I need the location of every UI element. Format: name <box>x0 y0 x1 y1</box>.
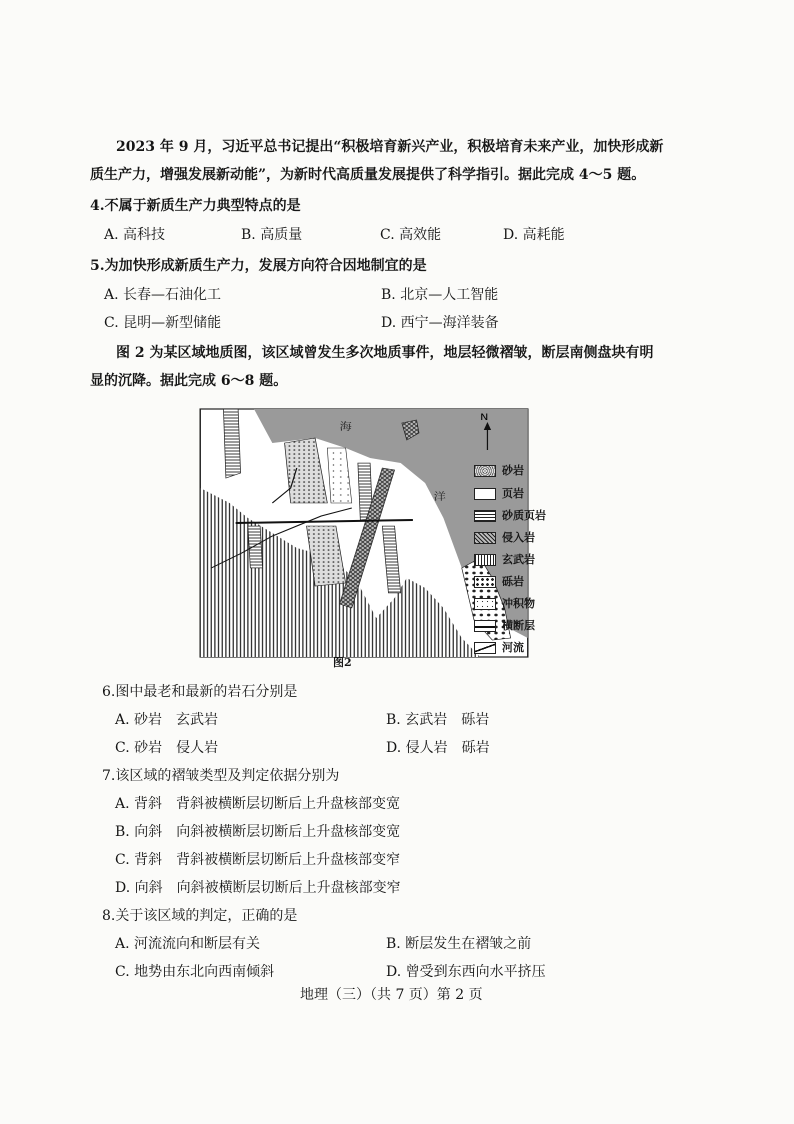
intro-paragraph-line-2: 质生产力，增强发展新动能”，为新时代高质量发展提供了科学指引。据此完成 4～5 题。 <box>90 167 646 183</box>
intro2-paragraph-line-1: 图 2 为某区域地质图，该区域曾发生多次地质事件，地层轻微褶皱，断层南侧盘块有明 <box>116 345 654 361</box>
q5-option-a[interactable]: A. 长春—石油化工 <box>104 287 222 303</box>
q6-option-d[interactable]: D. 侵人岩 砾岩 <box>386 740 490 756</box>
intro-paragraph-line-1: 2023 年 9 月，习近平总书记提出“积极培育新兴产业，积极培育未来产业，加快形成新 <box>116 139 664 155</box>
q4-option-b[interactable]: B. 高质量 <box>241 227 303 243</box>
q4-option-a[interactable]: A. 高科技 <box>104 227 166 243</box>
question-5-stem: 5.为加快形成新质生产力，发展方向符合因地制宜的是 <box>90 258 427 274</box>
question-4-stem: 4.不属于新质生产力典型特点的是 <box>90 198 301 214</box>
q5-option-c[interactable]: C. 昆明—新型储能 <box>104 315 222 331</box>
sea-label-2: 洋 <box>433 491 446 503</box>
question-6-stem: 6.图中最老和最新的岩石分别是 <box>102 684 298 700</box>
sandy-shale-band-sw <box>248 526 263 568</box>
page-footer: 地理（三）（共 7 页）第 2 页 <box>300 987 483 1003</box>
q7-option-b[interactable]: B. 向斜 向斜被横断层切断后上升盘核部变宽 <box>115 824 401 840</box>
q6-option-a[interactable]: A. 砂岩 玄武岩 <box>115 712 219 728</box>
q6-option-c[interactable]: C. 砂岩 侵人岩 <box>115 740 219 756</box>
intro2-paragraph-line-2: 显的沉降。据此完成 6～8 题。 <box>90 373 288 389</box>
q5-option-b[interactable]: B. 北京—人工智能 <box>381 287 499 303</box>
q8-option-a[interactable]: A. 河流流向和断层有关 <box>115 936 261 952</box>
q5-option-d[interactable]: D. 西宁—海洋装备 <box>381 315 499 331</box>
question-7-stem: 7.该区域的褶皱类型及判定依据分别为 <box>102 768 340 784</box>
q8-option-c[interactable]: C. 地势由东北向西南倾斜 <box>115 964 275 980</box>
sea-label-1: 海 <box>339 421 352 433</box>
q4-option-d[interactable]: D. 高耗能 <box>503 227 565 243</box>
q8-option-b[interactable]: B. 断层发生在褶皱之前 <box>386 936 532 952</box>
q7-option-a[interactable]: A. 背斜 背斜被横断层切断后上升盘核部变宽 <box>115 796 401 812</box>
figure-caption: 图2 <box>333 656 352 669</box>
question-8-stem: 8.关于该区域的判定，正确的是 <box>102 908 298 924</box>
q6-option-b[interactable]: B. 玄武岩 砾岩 <box>386 712 490 728</box>
q7-option-c[interactable]: C. 背斜 背斜被横断层切断后上升盘核部变窄 <box>115 852 401 868</box>
q4-option-c[interactable]: C. 高效能 <box>380 227 442 243</box>
north-label: N <box>480 412 489 423</box>
q7-option-d[interactable]: D. 向斜 向斜被横断层切断后上升盘核部变窄 <box>115 880 401 896</box>
q8-option-d[interactable]: D. 曾受到东西向水平挤压 <box>386 964 546 980</box>
sandy-shale-band <box>223 409 240 478</box>
